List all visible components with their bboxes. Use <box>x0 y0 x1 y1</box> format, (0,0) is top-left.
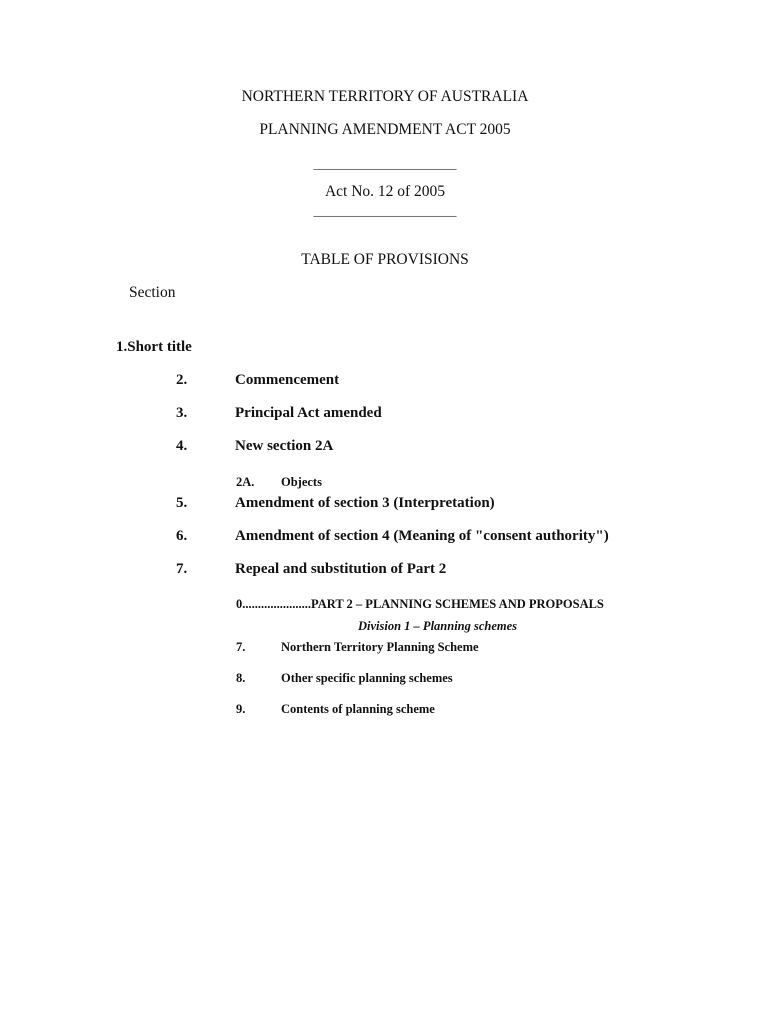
toc-item-number: 4. <box>176 438 188 454</box>
toc-subitem-label: Contents of planning scheme <box>281 702 435 716</box>
toc-subitem-number: 7. <box>236 640 246 654</box>
toc-item-number: 2. <box>176 372 188 388</box>
toc-item-number: 3. <box>176 405 188 421</box>
rule-bottom: ______________________ <box>313 203 457 218</box>
toc-item-number: 6. <box>176 528 188 544</box>
toc-subitem-label: Objects <box>281 475 322 489</box>
jurisdiction-heading: NORTHERN TERRITORY OF AUSTRALIA <box>241 88 529 105</box>
toc-item-number: 7. <box>176 561 188 577</box>
toc-subitem-number: 8. <box>236 671 246 685</box>
toc-item-label: Commencement <box>235 372 340 388</box>
part-heading: 0......................PART 2 – PLANNING SCHEMES AND PROPOSALS <box>236 597 604 611</box>
rule-top: ______________________ <box>313 156 457 171</box>
toc-subitem-number: 9. <box>236 702 246 716</box>
toc-subitem-label: Northern Territory Planning Scheme <box>281 640 479 654</box>
toc-item-label: Amendment of section 4 (Meaning of "consent authority") <box>235 528 609 544</box>
toc-item-label: Amendment of section 3 (Interpretation) <box>235 495 495 511</box>
act-number: Act No. 12 of 2005 <box>324 183 446 200</box>
toc-item-number: 5. <box>176 495 188 511</box>
section-label: Section <box>129 284 176 301</box>
toc-subitem-label: Other specific planning schemes <box>281 671 453 685</box>
toc-item-label: Principal Act amended <box>235 405 382 421</box>
act-title: PLANNING AMENDMENT ACT 2005 <box>259 121 511 138</box>
toc-item-label: New section 2A <box>235 438 334 454</box>
division-heading: Division 1 – Planning schemes <box>358 619 518 633</box>
toc-item-1: 1.Short title <box>116 339 192 355</box>
toc-heading: TABLE OF PROVISIONS <box>301 251 469 268</box>
toc-subitem-number: 2A. <box>236 475 255 489</box>
toc-item-label: Repeal and substitution of Part 2 <box>235 561 447 577</box>
